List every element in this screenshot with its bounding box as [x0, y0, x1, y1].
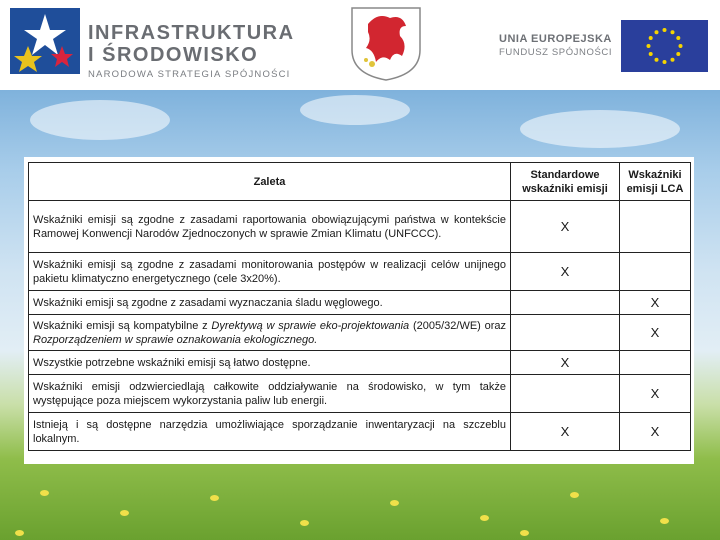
row-standard-mark: X — [511, 351, 620, 375]
flower — [660, 518, 669, 524]
eu-flag-icon — [621, 20, 708, 72]
table-row — [29, 201, 691, 253]
row-text: Istnieją i są dostępne narzędzia umożliwiające sporządzanie inwentaryzacji na szczeblu lokalnym. — [29, 413, 511, 451]
row-standard-mark: X — [511, 413, 620, 451]
flower — [40, 490, 49, 496]
header-standard-line2: wskaźniki emisji — [522, 182, 608, 195]
brand-line1: INFRASTRUKTURA — [88, 22, 295, 44]
row-text-part: Wskaźniki emisji są kompatybilne z — [33, 319, 212, 332]
row-text: Wskaźniki emisji są zgodne z zasadami wyznaczania śladu węglowego. — [29, 291, 511, 315]
row-text-part: (2005/32/WE) oraz — [409, 319, 506, 332]
comparison-table — [28, 162, 691, 451]
cloud — [520, 110, 680, 148]
header-lca — [620, 163, 691, 201]
row-lca-mark — [620, 253, 691, 291]
table-row — [29, 375, 691, 413]
row-lca-mark: X — [620, 413, 691, 451]
table-row — [29, 413, 691, 451]
row-standard-mark — [511, 291, 620, 315]
header-advantage: Zaleta — [29, 163, 511, 201]
griffin-crest-icon — [346, 4, 426, 82]
table-row — [29, 253, 691, 291]
cloud — [30, 100, 170, 140]
row-standard-mark — [511, 315, 620, 351]
cloud — [300, 95, 410, 125]
flower — [570, 492, 579, 498]
row-standard-mark: X — [511, 201, 620, 253]
header-lca-line1: Wskaźniki — [628, 168, 682, 181]
table-row — [29, 291, 691, 315]
brand-text — [88, 22, 295, 80]
flower — [15, 530, 24, 536]
header-lca-line2: emisji LCA — [626, 182, 684, 195]
flower — [210, 495, 219, 501]
flower — [120, 510, 129, 516]
header-standard-line1: Standardowe — [530, 168, 600, 181]
eu-text — [499, 33, 612, 58]
flower — [300, 520, 309, 526]
row-text: Wskaźniki emisji są zgodne z zasadami raportowania obowiązującymi państwa w kontekście Ramowej Konwencji Narodów Zjednoczonych w sprawie Zmian Klimatu (UNFCCC). — [29, 201, 511, 253]
row-text: Wszystkie potrzebne wskaźniki emisji są łatwo dostępne. — [29, 351, 511, 375]
eu-line1: UNIA EUROPEJSKA — [499, 33, 612, 45]
header-standard — [511, 163, 620, 201]
row-lca-mark — [620, 351, 691, 375]
flower — [520, 530, 529, 536]
eu-line2: FUNDUSZ SPÓJNOŚCI — [499, 47, 613, 58]
row-text: Wskaźniki emisji odzwierciedlają całkowite oddziaływanie na środowisko, w tym także występujące poza miejscem wykorzystania paliw lub energii. — [29, 375, 511, 413]
header-bar — [0, 0, 720, 90]
regulation-reference: Rozporządzeniem w sprawie oznakowania ekologicznego. — [33, 333, 318, 346]
brand-line3: NARODOWA STRATEGIA SPÓJNOŚCI — [88, 69, 291, 80]
table-row — [29, 351, 691, 375]
flower — [480, 515, 489, 521]
brand-line2: I ŚRODOWISKO — [88, 44, 259, 66]
row-text: Wskaźniki emisji są zgodne z zasadami monitorowania postępów w realizacji celów unijnego pakietu klimatyczno energetycznego (cele 3x20%). — [29, 253, 511, 291]
directive-reference: Dyrektywą w sprawie eko-projektowania — [211, 319, 410, 332]
row-lca-mark — [620, 201, 691, 253]
row-text — [29, 315, 511, 351]
row-lca-mark: X — [620, 375, 691, 413]
table-header-row — [29, 163, 691, 201]
row-lca-mark: X — [620, 291, 691, 315]
row-lca-mark: X — [620, 315, 691, 351]
comparison-table-panel — [24, 157, 694, 464]
row-standard-mark: X — [511, 253, 620, 291]
flower — [390, 500, 399, 506]
row-standard-mark — [511, 375, 620, 413]
star-logo-icon — [8, 6, 82, 76]
table-row — [29, 315, 691, 351]
